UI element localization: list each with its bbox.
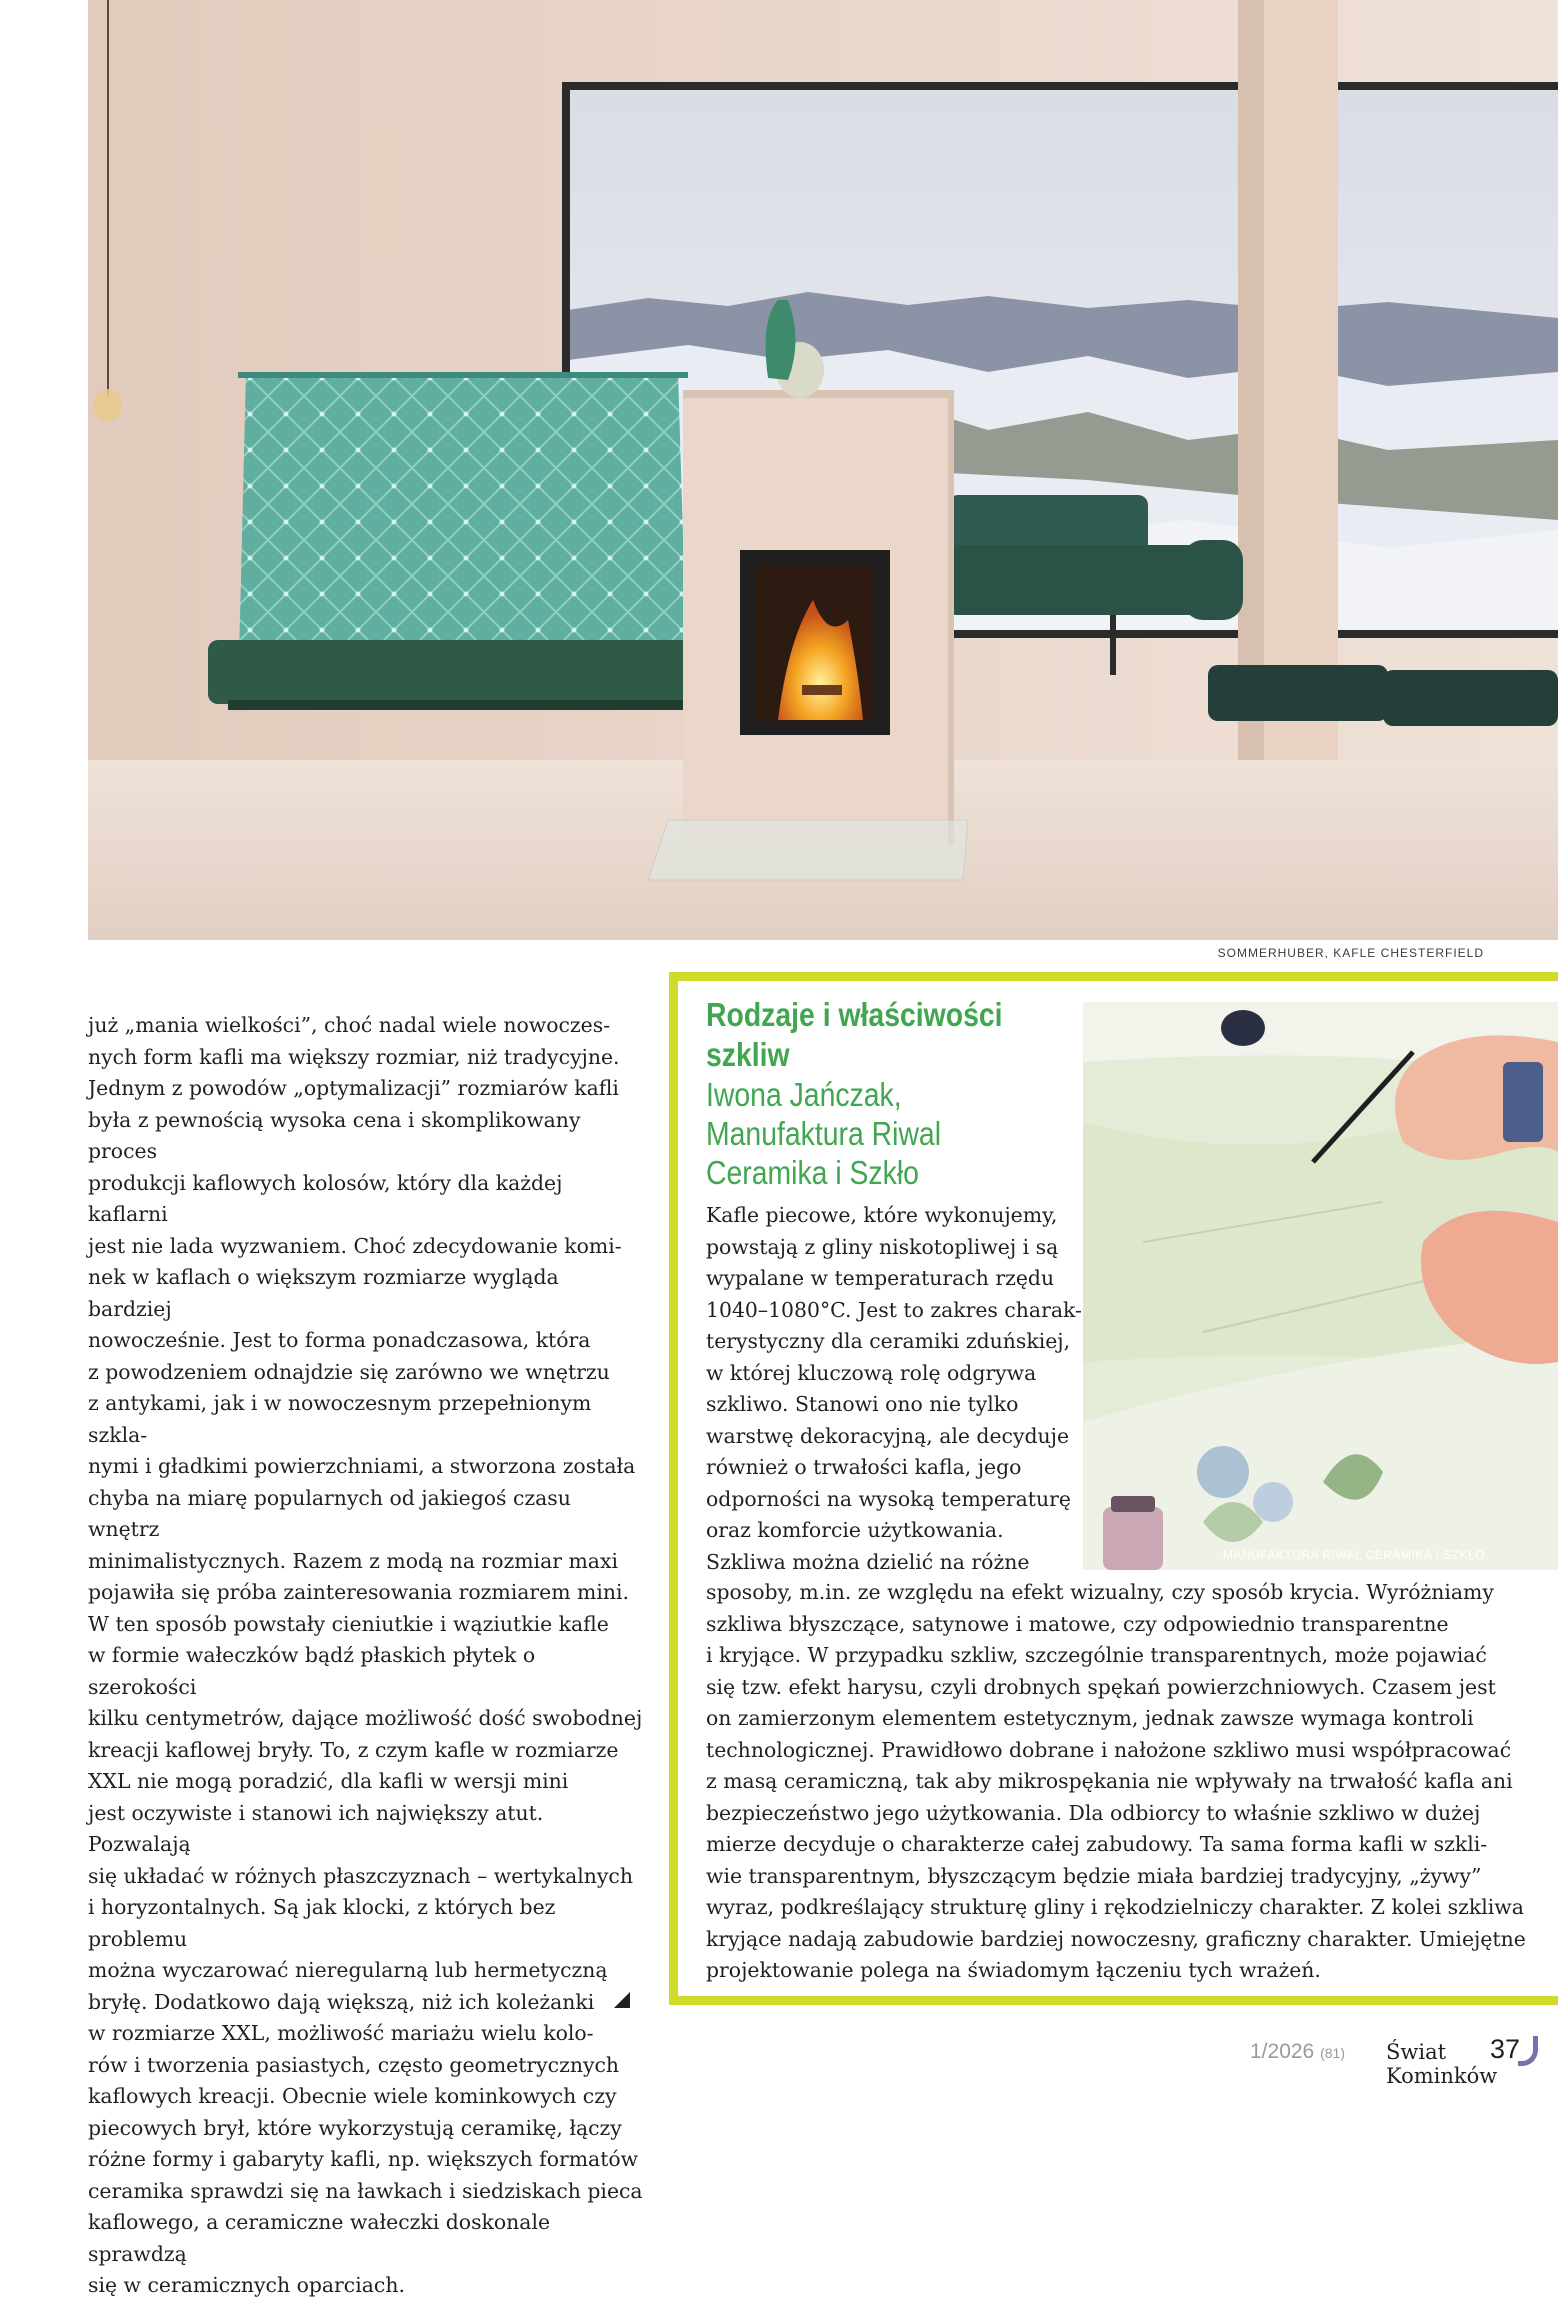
hero-photo-credit: SOMMERHUBER, KAFLE CHESTERFIELD xyxy=(1217,946,1484,960)
hero-photo xyxy=(88,0,1558,940)
glazing-photo xyxy=(1083,1002,1558,1570)
issue-index: (81) xyxy=(1320,2045,1345,2061)
sidebar-text-wide: sposoby, m.in. ze względu na efekt wizualny, czy sposób krycia. Wyróżniamy szkliwa błyszczące, satynowe i matowe, czy odpowiednio transparentne i kryjące. W przypadku szkliw, szczególnie transparentnych, może pojawiać się tzw. efekt harysu, czyli drobnych spękań powierzchniowych. Czasem jest on zamierzonym elementem estetycznym, jednak zawsze wymaga kontroli technologicznej. Prawidłowo dobrane i nałożone szkliwo musi współpracować z masą ceramiczną, tak aby mikrospękania nie wpływały na trwałość kafla ani bezpieczeństwo jego użytkowania. Dla odbiorcy to właśnie szkliwo w dużej mierze decyduje o charakterze całej zabudowy. Ta sama forma kafli w szkli- wie transparentnym, błyszczącym będzie miała bardziej tradycyjny, „żywy” wyraz, podkreślający strukturę gliny i rękodzielniczy charakter. Z kolei szkliwa kryjące nadają zabudowie bardziej nowoczesny, graficzny charakter. Umiejętne projektowanie polega na świadomym łączeniu tych wrażeń. xyxy=(706,1580,1526,1982)
fireplace-room-illustration xyxy=(88,0,1558,940)
sidebar-title: Rodzaje i właściwości szkliw xyxy=(706,996,1003,1073)
sidebar-text-narrow: Kafle piecowe, które wykonujemy, powstają z gliny niskotopliwej i są wypalane w temperaturach rzędu 1040–1080°C. Jest to zakres charak- terystyczny dla ceramiki zduńskiej, w której kluczową rolę odgrywa szkliwo. Stanowi ono nie tylko warstwę dekoracyjną, ale decyduje również o trwałości kafla, jego odporności na wysoką temperaturę oraz komforcie użytkowania. Szkliwa można dzielić na różne xyxy=(706,1203,1082,1574)
hand-painting-tile-illustration xyxy=(1083,1002,1558,1570)
page-number: 37 xyxy=(1490,2034,1521,2064)
sidebar-author: Iwona Jańczak, Manufaktura Riwal Ceramika i Szkło xyxy=(706,1076,942,1191)
issue-date: 1/2026 xyxy=(1250,2040,1315,2063)
magazine-name: Świat Kominków xyxy=(1386,2040,1498,2088)
article-body-left: już „mania wielkości”, choć nadal wiele nowoczes- nych form kafli ma większy rozmiar, niż tradycyjne. Jednym z powodów „optymalizacji” rozmiarów kafli była z pewnością wysoka cena i skomplikowany proces produkcji kaflowych kolosów, który dla każdej kaflarni jest nie lada wyzwaniem. Choć zdecydowanie komi- nek w kaflach o większym rozmiarze wygląda bardziej nowocześnie. Jest to forma ponadczasowa, która z powodzeniem odnajdzie się zarówno we wnętrzu z antykami, jak i w nowoczesnym przepełnionym szkla- nymi i gładkimi powierzchniami, a stworzona została chyba na miarę popularnych od jakiegoś czasu wnętrz minimalistycznych. Razem z modą na rozmiar maxi pojawiła się próba zainteresowania rozmiarem mini. W ten sposób powstały cieniutkie i wąziutkie kafle w formie wałeczków bądź płaskich płytek o szerokości kilku centymetrów, dające możliwość dość swobodnej kreacji kaflowej bryły. To, z czym kafle w rozmiarze XXL nie mogą poradzić, dla kafli w wersji mini jest oczywiste i stanowi ich największy atut. Pozwalają się układać w różnych płaszczyznach – wertykalnych i horyzontalnych. Są jak klocki, z których bez problemu można wyczarować nieregularną lub hermetyczną bryłę. Dodatkowo dają większą, niż ich koleżanki w rozmiarze XXL, możliwość mariażu wielu kolo- rów i tworzenia pasiastych, często geometrycznych kaflowych kreacji. Obecnie wiele kominkowych czy piecowych brył, które wykorzystują ceramikę, łączy różne formy i gabaryty kafli, np. większych formatów ceramika sprawdzi się na ławkach i siedziskach pieca kaflowego, a ceramiczne wałeczki doskonale sprawdzą się w ceramicznych oparciach. xyxy=(88,1013,643,2297)
end-of-article-mark xyxy=(614,1992,630,2008)
glazing-photo-credit: MANUFAKTURA RIWAL CERAMIKA I SZKŁO xyxy=(1222,1548,1485,1562)
issue-number xyxy=(1250,2040,1345,2064)
